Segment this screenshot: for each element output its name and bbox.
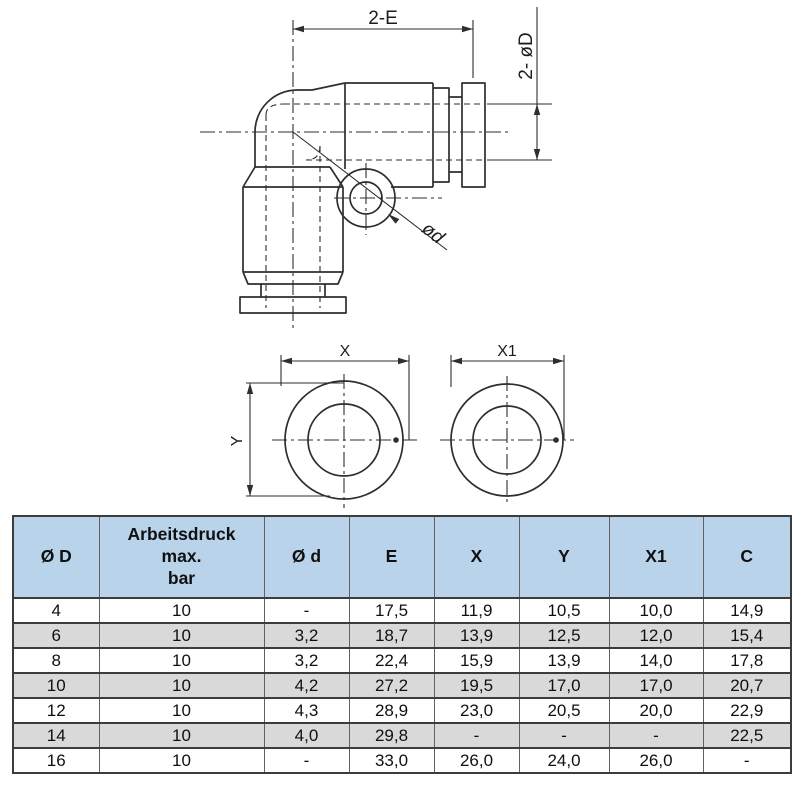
cell-E: 22,4 <box>349 648 434 673</box>
cell-od_D: 12 <box>13 698 99 723</box>
cell-X1: 14,0 <box>609 648 703 673</box>
cell-od_d: 3,2 <box>264 623 349 648</box>
elbow-fitting-side-view <box>200 20 510 330</box>
cell-X: 15,9 <box>434 648 519 673</box>
dim-Y-arrow-up <box>247 383 253 394</box>
table-row <box>13 673 791 698</box>
col-header-od_D: Ø D <box>13 516 99 598</box>
cell-X1: 17,0 <box>609 673 703 698</box>
table-row <box>13 723 791 748</box>
right-view-pin-dot <box>553 437 559 443</box>
table-row <box>13 598 791 623</box>
col-header-Y: Y <box>519 516 609 598</box>
cell-od_d: - <box>264 748 349 773</box>
dim-label-hole-diameter: ød <box>417 218 448 249</box>
cell-od_D: 14 <box>13 723 99 748</box>
cell-pressure: 10 <box>99 648 264 673</box>
dim-label-2oD: 2- øD <box>516 32 537 80</box>
table-row <box>13 648 791 673</box>
cell-X1: 12,0 <box>609 623 703 648</box>
cell-pressure: 10 <box>99 598 264 623</box>
cell-C: 22,5 <box>703 723 791 748</box>
cell-Y: - <box>519 723 609 748</box>
cell-Y: 10,5 <box>519 598 609 623</box>
table-header-row <box>13 516 791 598</box>
dim-X-arrow-right <box>398 358 409 364</box>
horizontal-release-ring <box>433 88 449 182</box>
cell-od_D: 10 <box>13 673 99 698</box>
col-header-E: E <box>349 516 434 598</box>
cell-C: 15,4 <box>703 623 791 648</box>
cell-pressure: 10 <box>99 698 264 723</box>
dim-2E-arrow-right <box>462 26 473 32</box>
dim-X-arrow-left <box>281 358 292 364</box>
cell-C: 17,8 <box>703 648 791 673</box>
cell-C: 14,9 <box>703 598 791 623</box>
cell-od_D: 16 <box>13 748 99 773</box>
cell-E: 33,0 <box>349 748 434 773</box>
cell-X: 19,5 <box>434 673 519 698</box>
bottom-view-left <box>229 343 420 508</box>
cell-pressure: 10 <box>99 673 264 698</box>
dim-2oD-lines <box>487 7 552 160</box>
col-header-X1: X1 <box>609 516 703 598</box>
dim-label-X: X <box>339 343 351 360</box>
cell-Y: 13,9 <box>519 648 609 673</box>
cell-od_D: 8 <box>13 648 99 673</box>
cell-C: 22,9 <box>703 698 791 723</box>
cell-E: 27,2 <box>349 673 434 698</box>
cell-od_D: 6 <box>13 623 99 648</box>
cell-pressure: 10 <box>99 623 264 648</box>
cell-X1: 26,0 <box>609 748 703 773</box>
dim-label-X1: X1 <box>497 343 517 360</box>
cell-E: 29,8 <box>349 723 434 748</box>
cell-Y: 20,5 <box>519 698 609 723</box>
bottom-view-right <box>440 343 574 504</box>
col-header-pressure: Arbeitsdruck max. bar <box>99 516 264 598</box>
dim-X1-arrow-left <box>451 358 462 364</box>
cell-X1: - <box>609 723 703 748</box>
dim-X1-arrow-right <box>553 358 564 364</box>
dimension-table <box>12 515 792 774</box>
cell-od_d: 4,2 <box>264 673 349 698</box>
horizontal-body <box>345 83 433 187</box>
dim-2E-arrow-left <box>293 26 304 32</box>
cell-X1: 20,0 <box>609 698 703 723</box>
cell-X: 13,9 <box>434 623 519 648</box>
dim-label-2E: 2-E <box>368 8 398 29</box>
cell-E: 28,9 <box>349 698 434 723</box>
hole-diameter-arrowhead <box>388 214 399 224</box>
cell-Y: 17,0 <box>519 673 609 698</box>
dimension-2-oD <box>487 7 552 160</box>
col-header-od_d: Ø d <box>264 516 349 598</box>
cell-E: 17,5 <box>349 598 434 623</box>
cell-Y: 12,5 <box>519 623 609 648</box>
dim-2oD-arrow-up <box>534 104 540 115</box>
cell-X: 11,9 <box>434 598 519 623</box>
cell-X: 26,0 <box>434 748 519 773</box>
cell-C: 20,7 <box>703 673 791 698</box>
cell-E: 18,7 <box>349 623 434 648</box>
col-header-X: X <box>434 516 519 598</box>
dim-X-lines <box>281 355 409 440</box>
table-row <box>13 748 791 773</box>
cell-od_D: 4 <box>13 598 99 623</box>
cell-od_d: - <box>264 598 349 623</box>
cell-X1: 10,0 <box>609 598 703 623</box>
cell-X: - <box>434 723 519 748</box>
cell-X: 23,0 <box>434 698 519 723</box>
dimension-table-wrap <box>12 515 790 774</box>
cell-pressure: 10 <box>99 723 264 748</box>
cell-pressure: 10 <box>99 748 264 773</box>
cell-od_d: 3,2 <box>264 648 349 673</box>
cell-Y: 24,0 <box>519 748 609 773</box>
table-row <box>13 698 791 723</box>
cell-od_d: 4,0 <box>264 723 349 748</box>
cell-od_d: 4,3 <box>264 698 349 723</box>
cell-C: - <box>703 748 791 773</box>
dim-Y-arrow-down <box>247 485 253 496</box>
dim-label-Y: Y <box>229 435 246 447</box>
horizontal-end-cap <box>462 83 485 187</box>
elbow-outer-profile <box>255 83 345 167</box>
col-header-C: C <box>703 516 791 598</box>
dimension-2E <box>293 8 473 78</box>
table-row <box>13 623 791 648</box>
left-view-pin-dot <box>393 437 399 443</box>
dim-2oD-arrow-down <box>534 149 540 160</box>
horizontal-neck <box>449 97 462 172</box>
